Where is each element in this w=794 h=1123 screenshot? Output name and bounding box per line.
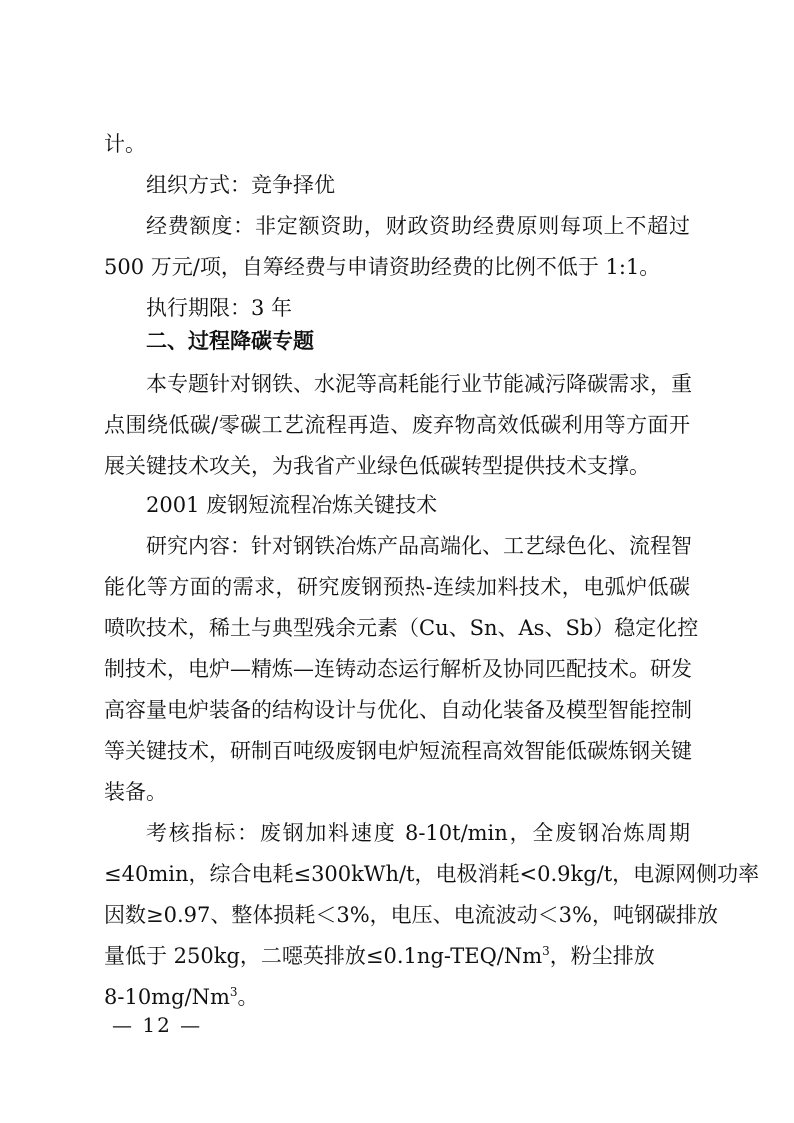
text-line: 因数≥0.97、整体损耗＜3%，电压、电流波动＜3%，吨钢碳排放 (104, 903, 718, 927)
text-segment: ，粉尘排放 (549, 944, 655, 968)
text-segment: 。 (237, 985, 259, 1009)
text-line: 点围绕低碳/零碳工艺流程再造、废弃物高效低碳利用等方面开 (104, 413, 690, 437)
section-heading: 二、过程降碳专题 (146, 329, 314, 353)
text-line: 考核指标：废钢加料速度 8-10t/min，全废钢冶炼周期 (146, 821, 690, 845)
text-line: 展关键技术攻关，为我省产业绿色低碳转型提供技术支撑。 (104, 454, 650, 478)
text-segment: 8-10mg/Nm (104, 985, 230, 1009)
superscript: 3 (229, 985, 238, 999)
text-line: 制技术，电炉—精炼—连铸动态运行解析及协同匹配技术。研发 (104, 657, 692, 681)
text-line: 能化等方面的需求，研究废钢预热-连续加料技术，电弧炉低碳 (104, 575, 690, 599)
text-line: 研究内容：针对钢铁冶炼产品高端化、工艺绿色化、流程智 (146, 534, 692, 558)
text-line: 500 万元/项，自筹经费与申请资助经费的比例不低于 1:1。 (104, 255, 661, 279)
text-line (104, 936, 690, 977)
text-line: 喷吹技术，稀土与典型残余元素（Cu、Sn、As、Sb）稳定化控 (104, 616, 699, 640)
text-line: 组织方式：竞争择优 (146, 173, 335, 197)
text-line: 经费额度：非定额资助，财政资助经费原则每项上不超过 (146, 214, 690, 238)
text-line: 装备。 (104, 780, 167, 804)
text-line: 高容量电炉装备的结构设计与优化、自动化装备及模型智能控制 (104, 698, 692, 722)
text-line: ≤40min，综合电耗≤300kWh/t，电极消耗<0.9kg/t，电源网侧功率 (104, 862, 760, 886)
text-line: 等关键技术，研制百吨级废钢电炉短流程高效智能低碳炼钢关键 (104, 739, 692, 763)
text-segment: 量低于 250kg，二噁英排放≤0.1ng-TEQ/Nm (104, 944, 543, 968)
text-line: 计。 (104, 132, 146, 156)
text-line: 本专题针对钢铁、水泥等高耗能行业节能减污降碳需求，重 (146, 372, 692, 396)
text-line: 执行期限：3 年 (146, 296, 293, 320)
page-number: — 12 — (112, 1013, 203, 1037)
subsection-title: 2001 废钢短流程冶炼关键技术 (146, 493, 438, 517)
superscript: 3 (542, 944, 550, 958)
